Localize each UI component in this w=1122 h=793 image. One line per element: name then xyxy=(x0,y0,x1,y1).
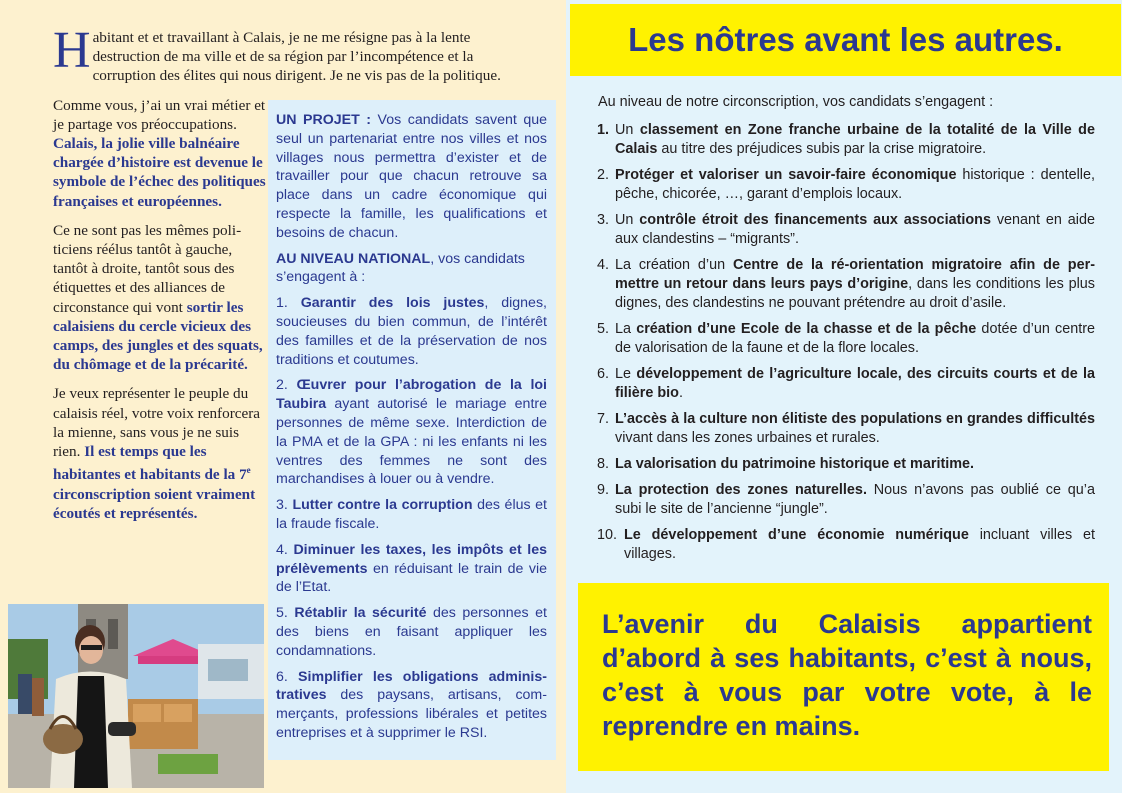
drop-cap: H xyxy=(53,22,91,79)
representer-text: Je veux représenter le peuple du calaisis réel, votre voix renforcera la mienne, sans vous je ne suis rien. xyxy=(53,385,261,461)
item-number: 6. xyxy=(276,668,288,685)
engagement-pre: La création d’un xyxy=(615,257,733,273)
local-engagements-list xyxy=(597,121,1095,571)
representer-highlight-a: Il est temps que les habitantes et habitants de la 7 xyxy=(53,443,247,484)
engagement-number: 6. xyxy=(597,366,610,382)
engagement-title: Centre de la ré-orientation migratoire afin de permettre un retour dans leurs pays d’origine xyxy=(615,257,1095,292)
item-text: , dignes, soucieuses du bien commun, de l’intérêt des familles et de la préservation de nos traditions et coutumes. xyxy=(276,295,547,368)
national-item xyxy=(276,604,547,660)
item-text: des personnes et des biens en faisant appliquer les condamnations. xyxy=(276,605,547,659)
engagement-text: incluant villes et villages. xyxy=(624,527,1095,562)
engagement-item xyxy=(597,526,1095,564)
engagement-text: venant en aide aux clandestins – “migrants”. xyxy=(615,212,1095,247)
engagement-pre: Le xyxy=(615,366,637,382)
engagement-text: , dans les conditions les plus dignes, des clandestins ne pouvant prétendre au droit d’asile. xyxy=(615,276,1095,311)
projet-paragraph xyxy=(276,111,547,243)
engagement-text: historique : dentelle, pêche, chicorée, …, garant d’emplois locaux. xyxy=(615,167,1095,202)
item-title: Simplifier les obligations administratives xyxy=(276,668,547,704)
headline: Les nôtres avant les autres. xyxy=(628,21,1063,58)
ordinal-suffix: e xyxy=(246,465,251,476)
item-title: Rétablir la sécurité xyxy=(294,605,427,622)
engagement-title: La protection des zones naturelles. xyxy=(615,482,867,498)
politiciens-text: Ce ne sont pas les mêmes politiciens réélus tantôt à gauche, tantôt à droite, tantôt sous des étiquettes et des alliances de circonstance qui vont xyxy=(53,221,242,316)
intro-paragraph xyxy=(53,22,513,86)
engagement-title: développement de l’agriculture locale, des circuits courts et de la filière bio xyxy=(615,366,1095,401)
intro-text: abitant et et travaillant à Calais, je ne me résigne pas à la lente destruction de ma ville et de sa région par l’incompétence et la corruption des élites qui nous dirigent. Je ne vis pas de la politique. xyxy=(92,29,501,85)
closing-banner xyxy=(578,583,1109,771)
engagement-item xyxy=(597,455,1095,474)
item-number: 1. xyxy=(276,295,288,312)
engagement-pre: La xyxy=(615,321,637,337)
engagement-item xyxy=(597,365,1095,403)
candidate-photo xyxy=(8,604,264,788)
politiciens-highlight: sortir les calaisiens du cercle vicieux des camps, des jungles et des squats, du chômage et de la précarité. xyxy=(53,298,263,374)
engagement-text: au titre des préjudices subis par la crise migratoire. xyxy=(657,141,987,157)
engagement-title: création d’une Ecole de la chasse et de la pêche xyxy=(636,321,977,337)
item-text: ayant autorisé le mariage entre personnes de même sexe. Interdiction de la PMA et de la GPA : ni les enfants ni les ventres des femmes ne sont des marchandises à louer ou à vendre. xyxy=(276,396,547,488)
item-number: 4. xyxy=(276,541,288,558)
engagement-item xyxy=(597,320,1095,358)
item-title: Œuvrer pour l’abrogation de la loi Taubira xyxy=(276,377,547,413)
engagement-number: 3. xyxy=(597,212,610,228)
national-item xyxy=(276,294,547,369)
engagement-pre: Un xyxy=(615,212,640,228)
item-title: Diminuer les taxes, les impôts et les prélèvements xyxy=(276,541,547,577)
item-text: des élus et la fraude fiscale. xyxy=(276,497,548,532)
engagement-item xyxy=(597,410,1095,448)
projet-text: Vos candidats savent que seul un partenariat entre nos villes et nos villages nous permettra d’exister et de travailler pour que chacun retrouve sa place dans un cadre économique qui respecte la famille, les qualifications et besoins de chacun. xyxy=(276,112,547,241)
engagement-intro: Au niveau de notre circonscription, vos candidats s’engagent : xyxy=(598,94,994,110)
market-scene-illustration xyxy=(8,604,264,788)
program-column xyxy=(276,111,547,750)
item-text: en réduisant le train de vie de l’Etat. xyxy=(276,560,547,596)
metier-highlight: Calais, la jolie ville balnéaire chargée d’histoire est devenue le symbole de l’échec des politiques françaises et européennes. xyxy=(53,135,266,210)
item-number: 3. xyxy=(276,497,288,514)
engagement-item xyxy=(597,121,1095,159)
engagement-text: Nous n’avons pas oublié ce qu’a subi le site de l’ancienne “jungle”. xyxy=(615,482,1095,517)
engagement-title: classement en Zone franche urbaine de la totalité de la Ville de Calais xyxy=(615,122,1095,157)
engagement-number: 9. xyxy=(597,482,610,498)
national-heading xyxy=(276,250,547,288)
representer-highlight xyxy=(53,443,255,522)
projet-label: UN PROJET : xyxy=(276,112,372,128)
engagement-number: 1. xyxy=(597,122,610,138)
engagement-number: 4. xyxy=(597,257,610,273)
engagement-text: vivant dans les zones urbaines et rurales. xyxy=(615,430,880,446)
closing-statement: L’avenir du Calaisis appartient d’abord à ses habitants, c’est à nous, c’est à vous par votre vote, à le reprendre en mains. xyxy=(602,609,1092,741)
paragraph-politiciens xyxy=(53,221,268,375)
engagement-title: contrôle étroit des financements aux associations xyxy=(639,212,991,228)
paragraph-representer xyxy=(53,384,268,522)
engagement-text: . xyxy=(678,385,683,401)
engagement-title: Protéger et valoriser un savoir-faire économique xyxy=(615,167,957,183)
paragraph-metier xyxy=(53,96,268,211)
item-number: 5. xyxy=(276,605,288,622)
national-label: AU NIVEAU NATIONAL xyxy=(276,250,431,267)
national-item xyxy=(276,376,547,489)
engagement-number: 10. xyxy=(597,527,618,543)
item-number: 2. xyxy=(276,377,288,394)
engagement-number: 7. xyxy=(597,411,610,427)
engagement-pre: Un xyxy=(615,122,640,138)
engagement-title: L’accès à la culture non élitiste des populations en grandes difficultés xyxy=(615,411,1095,427)
item-title: Lutter contre la corruption xyxy=(292,497,473,514)
engagement-item xyxy=(597,211,1095,249)
engagement-title: La valorisation du patrimoine historique et maritime. xyxy=(615,456,975,472)
engagement-title: Le développement d’une économie numérique xyxy=(624,527,969,543)
representer-highlight-b: circonscription soient vraiment écoutés et représentés. xyxy=(53,485,256,522)
engagement-item xyxy=(597,256,1095,313)
national-item xyxy=(276,541,547,597)
engagement-item xyxy=(597,481,1095,519)
headline-banner xyxy=(570,4,1121,76)
national-item xyxy=(276,496,547,534)
metier-text: Comme vous, j’ai un vrai métier et je partage vos préoccupations. xyxy=(53,96,266,133)
engagement-number: 5. xyxy=(597,321,610,337)
national-text: , vos candidats s’engagent à : xyxy=(276,250,525,286)
engagement-number: 8. xyxy=(597,456,610,472)
engagement-item xyxy=(597,166,1095,204)
national-item xyxy=(276,668,547,743)
engagement-number: 2. xyxy=(597,167,610,183)
engagement-text: dotée d’un centre de valorisation de la faune et de la flore locales. xyxy=(615,321,1095,356)
item-text: des paysans, artisans, commerçants, professions libérales et petites entreprises et à supprimer le RSI. xyxy=(276,687,547,741)
item-title: Garantir des lois justes xyxy=(300,295,485,312)
